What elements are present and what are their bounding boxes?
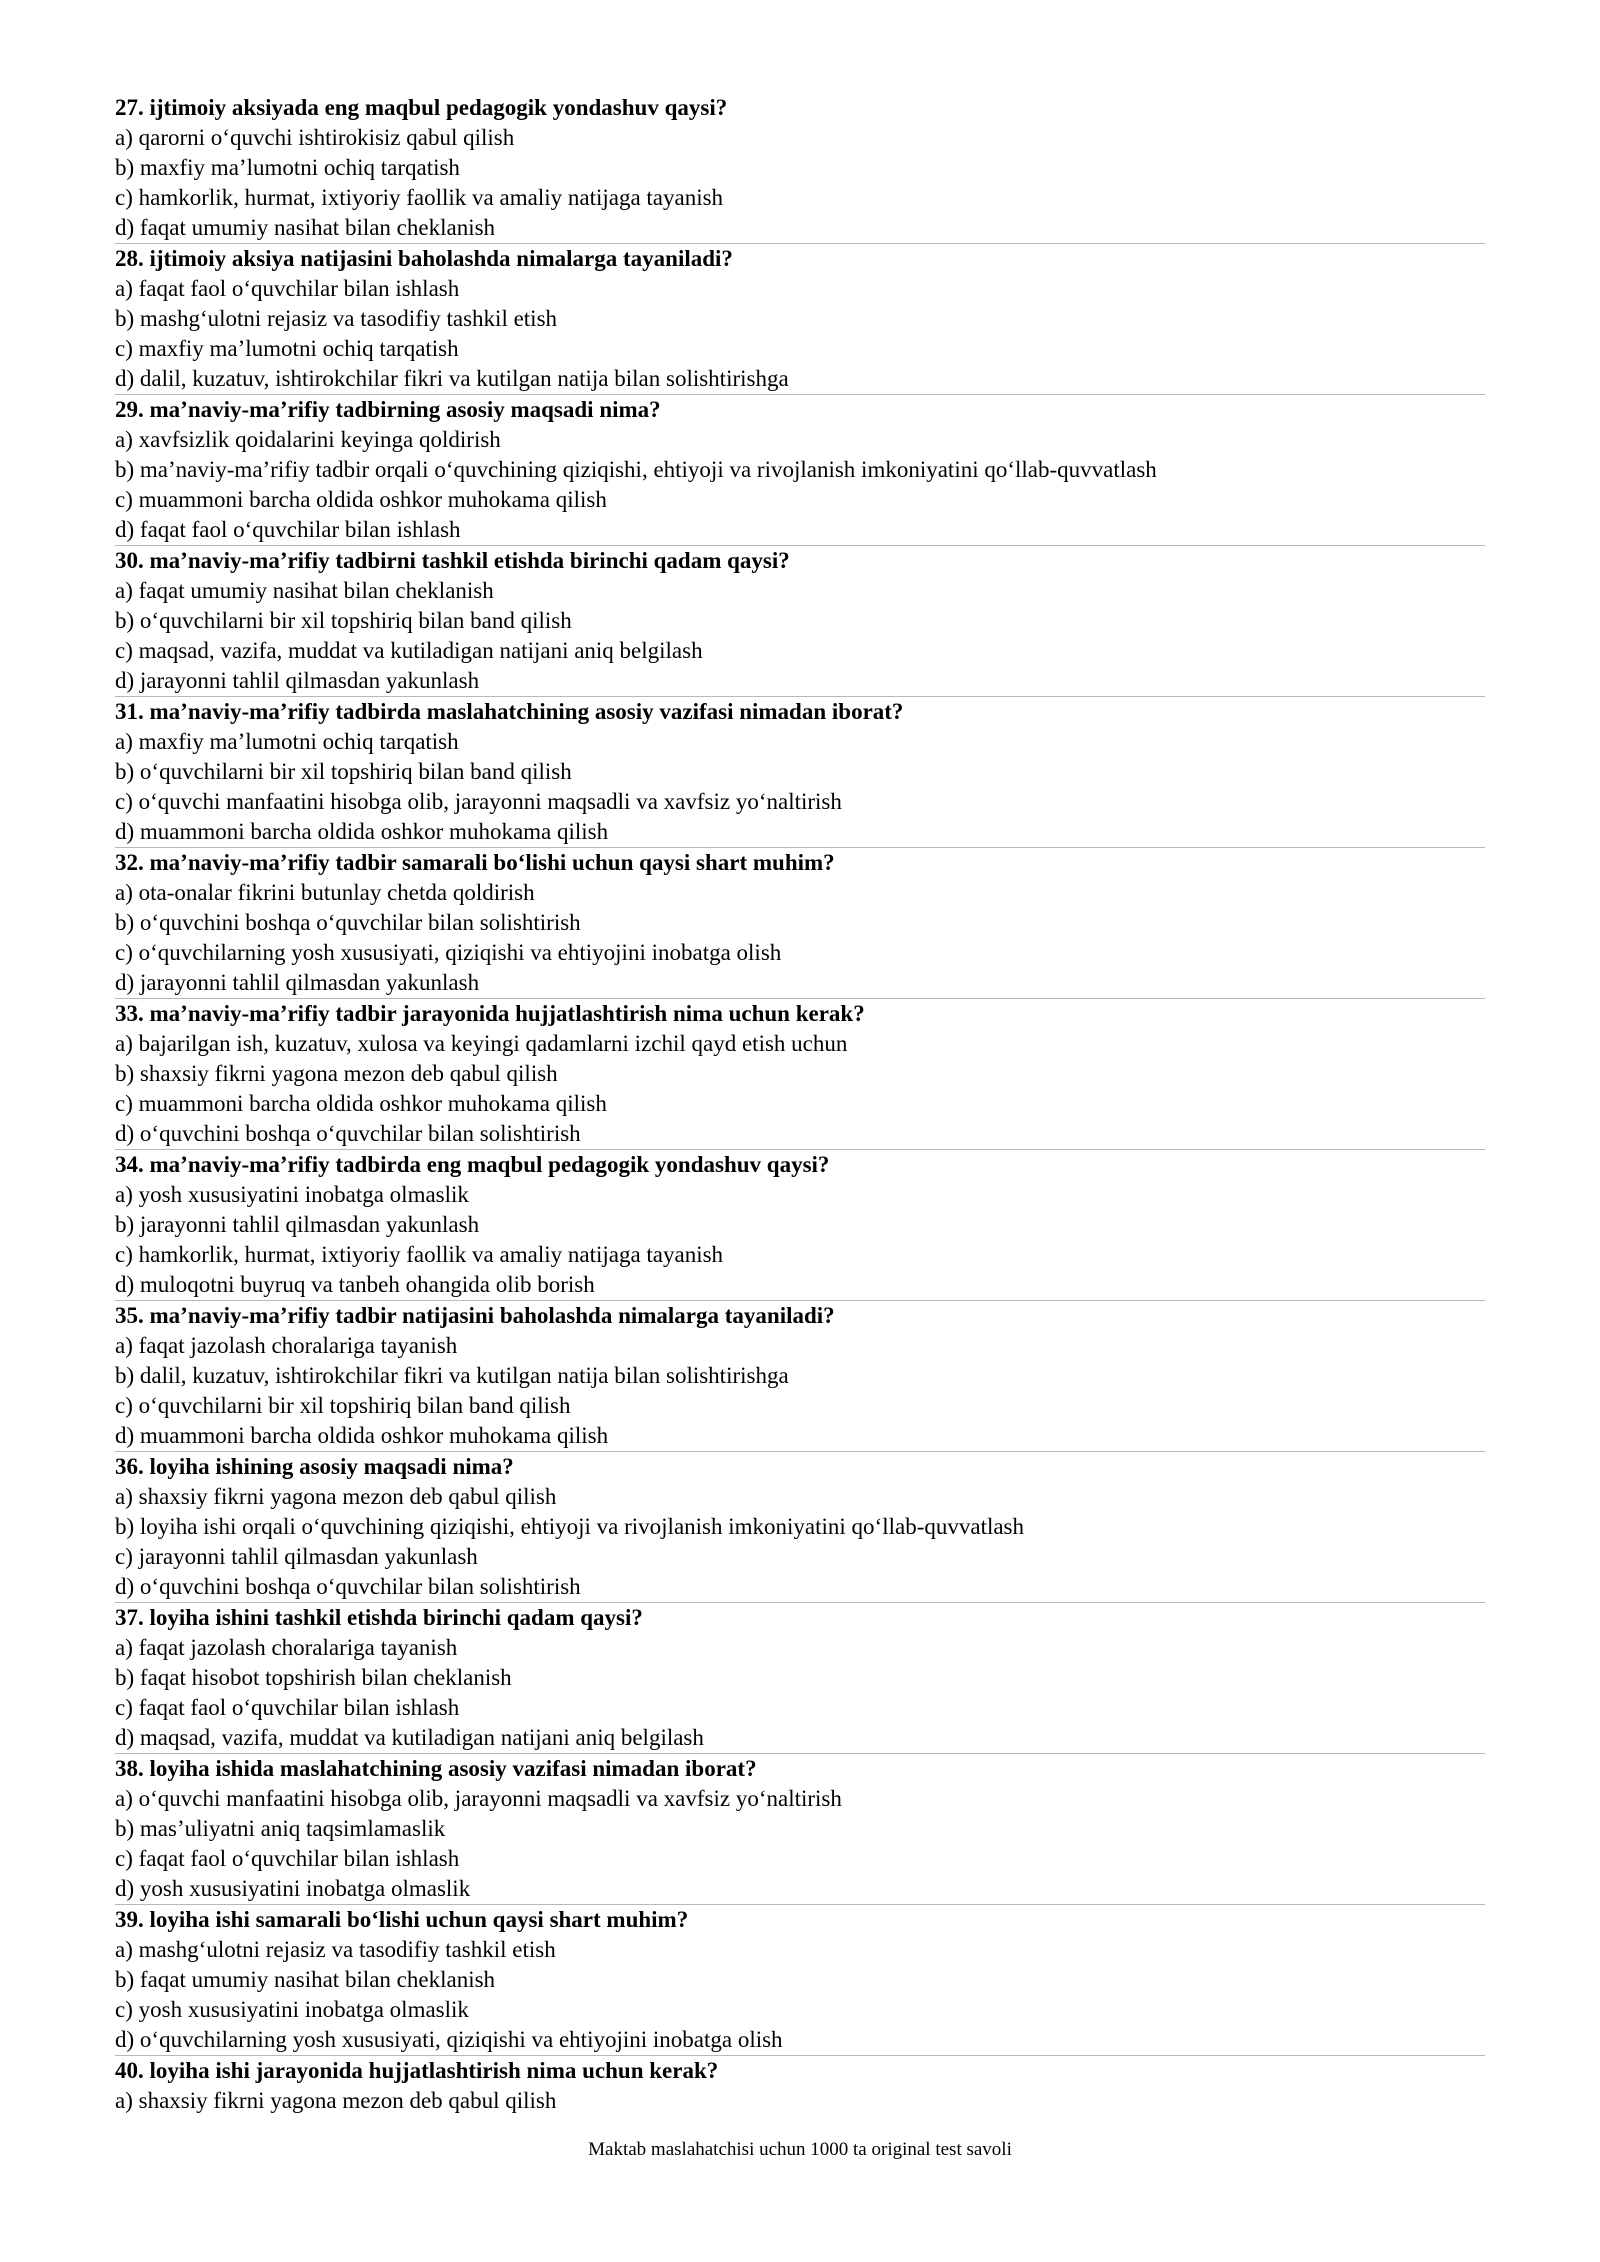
option-c: c) yosh xususiyatini inobatga olmaslik — [115, 1997, 469, 2022]
question-text: 40. loyiha ishi jarayonida hujjatlashtirish nima uchun kerak? — [115, 2058, 719, 2083]
option-a: a) xavfsizlik qoidalarini keyinga qoldirish — [115, 427, 501, 452]
option-b: b) o‘quvchilarni bir xil topshiriq bilan band qilish — [115, 608, 572, 633]
question-block — [115, 1904, 1485, 2055]
question-text: 39. loyiha ishi samarali bo‘lishi uchun qaysi shart muhim? — [115, 1907, 689, 1932]
question-text: 35. ma’naviy-ma’rifiy tadbir natijasini baholashda nimalarga tayaniladi? — [115, 1303, 835, 1328]
question-block — [115, 243, 1485, 394]
question-block — [115, 1753, 1485, 1904]
option-d: d) o‘quvchini boshqa o‘quvchilar bilan solishtirish — [115, 1121, 581, 1146]
option-c: c) faqat faol o‘quvchilar bilan ishlash — [115, 1695, 460, 1720]
question-text: 33. ma’naviy-ma’rifiy tadbir jarayonida hujjatlashtirish nima uchun kerak? — [115, 1001, 865, 1026]
question-text: 30. ma’naviy-ma’rifiy tadbirni tashkil etishda birinchi qadam qaysi? — [115, 548, 790, 573]
option-d: d) o‘quvchini boshqa o‘quvchilar bilan solishtirish — [115, 1574, 581, 1599]
test-page — [115, 92, 1485, 2116]
option-b: b) loyiha ishi orqali o‘quvchining qiziqishi, ehtiyoji va rivojlanish imkoniyatini qo‘llab-quvvatlash — [115, 1514, 1025, 1539]
option-c: c) muammoni barcha oldida oshkor muhokama qilish — [115, 1091, 607, 1116]
option-b: b) shaxsiy fikrni yagona mezon deb qabul qilish — [115, 1061, 558, 1086]
option-b: b) ma’naviy-ma’rifiy tadbir orqali o‘quvchining qiziqishi, ehtiyoji va rivojlanish imkoniyatini qo‘llab-quvvatlash — [115, 457, 1157, 482]
option-a: a) qarorni o‘quvchi ishtirokisiz qabul qilish — [115, 125, 515, 150]
option-b: b) dalil, kuzatuv, ishtirokchilar fikri va kutilgan natija bilan solishtirishga — [115, 1363, 789, 1388]
option-c: c) o‘quvchilarni bir xil topshiriq bilan band qilish — [115, 1393, 571, 1418]
question-block — [115, 847, 1485, 998]
option-c: c) hamkorlik, hurmat, ixtiyoriy faollik va amaliy natijaga tayanish — [115, 185, 724, 210]
option-c: c) jarayonni tahlil qilmasdan yakunlash — [115, 1544, 478, 1569]
question-block — [115, 394, 1485, 545]
option-d: d) maqsad, vazifa, muddat va kutiladigan natijani aniq belgilash — [115, 1725, 704, 1750]
option-d: d) muammoni barcha oldida oshkor muhokama qilish — [115, 819, 609, 844]
option-a: a) faqat faol o‘quvchilar bilan ishlash — [115, 276, 460, 301]
option-a: a) ota-onalar fikrini butunlay chetda qoldirish — [115, 880, 535, 905]
option-b: b) maxfiy ma’lumotni ochiq tarqatish — [115, 155, 460, 180]
option-d: d) faqat faol o‘quvchilar bilan ishlash — [115, 517, 461, 542]
question-text: 28. ijtimoiy aksiya natijasini baholashda nimalarga tayaniladi? — [115, 246, 733, 271]
option-b: b) jarayonni tahlil qilmasdan yakunlash — [115, 1212, 480, 1237]
option-a: a) shaxsiy fikrni yagona mezon deb qabul qilish — [115, 2088, 557, 2113]
option-d: d) yosh xususiyatini inobatga olmaslik — [115, 1876, 471, 1901]
option-c: c) maxfiy ma’lumotni ochiq tarqatish — [115, 336, 459, 361]
question-block — [115, 2055, 1485, 2116]
question-text: 36. loyiha ishining asosiy maqsadi nima? — [115, 1454, 514, 1479]
question-text: 34. ma’naviy-ma’rifiy tadbirda eng maqbul pedagogik yondashuv qaysi? — [115, 1152, 830, 1177]
question-block — [115, 1300, 1485, 1451]
question-text: 29. ma’naviy-ma’rifiy tadbirning asosiy maqsadi nima? — [115, 397, 661, 422]
question-text: 27. ijtimoiy aksiyada eng maqbul pedagogik yondashuv qaysi? — [115, 95, 728, 120]
option-c: c) o‘quvchi manfaatini hisobga olib, jarayonni maqsadli va xavfsiz yo‘naltirish — [115, 789, 842, 814]
option-a: a) faqat jazolash choralariga tayanish — [115, 1635, 458, 1660]
question-block — [115, 92, 1485, 243]
option-a: a) shaxsiy fikrni yagona mezon deb qabul qilish — [115, 1484, 557, 1509]
option-d: d) o‘quvchilarning yosh xususiyati, qiziqishi va ehtiyojini inobatga olish — [115, 2027, 783, 2052]
option-d: d) faqat umumiy nasihat bilan cheklanish — [115, 215, 496, 240]
question-text: 38. loyiha ishida maslahatchining asosiy vazifasi nimadan iborat? — [115, 1756, 757, 1781]
question-text: 37. loyiha ishini tashkil etishda birinchi qadam qaysi? — [115, 1605, 643, 1630]
option-a: a) faqat jazolash choralariga tayanish — [115, 1333, 458, 1358]
question-block — [115, 1602, 1485, 1753]
option-a: a) yosh xususiyatini inobatga olmaslik — [115, 1182, 469, 1207]
option-c: c) maqsad, vazifa, muddat va kutiladigan natijani aniq belgilash — [115, 638, 703, 663]
option-b: b) o‘quvchilarni bir xil topshiriq bilan band qilish — [115, 759, 572, 784]
question-block — [115, 1451, 1485, 1602]
option-b: b) mas’uliyatni aniq taqsimlamaslik — [115, 1816, 446, 1841]
question-text: 31. ma’naviy-ma’rifiy tadbirda maslahatchining asosiy vazifasi nimadan iborat? — [115, 699, 904, 724]
option-d: d) muammoni barcha oldida oshkor muhokama qilish — [115, 1423, 609, 1448]
option-d: d) dalil, kuzatuv, ishtirokchilar fikri va kutilgan natija bilan solishtirishga — [115, 366, 789, 391]
option-d: d) muloqotni buyruq va tanbeh ohangida olib borish — [115, 1272, 595, 1297]
option-b: b) mashg‘ulotni rejasiz va tasodifiy tashkil etish — [115, 306, 558, 331]
option-a: a) bajarilgan ish, kuzatuv, xulosa va keyingi qadamlarni izchil qayd etish uchun — [115, 1031, 848, 1056]
option-a: a) faqat umumiy nasihat bilan cheklanish — [115, 578, 494, 603]
page-footer: Maktab maslahatchisi uchun 1000 ta original test savoli — [588, 2139, 1012, 2160]
option-b: b) o‘quvchini boshqa o‘quvchilar bilan solishtirish — [115, 910, 581, 935]
question-block — [115, 696, 1485, 847]
question-block — [115, 998, 1485, 1149]
option-b: b) faqat hisobot topshirish bilan cheklanish — [115, 1665, 512, 1690]
option-d: d) jarayonni tahlil qilmasdan yakunlash — [115, 970, 480, 995]
option-c: c) o‘quvchilarning yosh xususiyati, qiziqishi va ehtiyojini inobatga olish — [115, 940, 782, 965]
option-c: c) faqat faol o‘quvchilar bilan ishlash — [115, 1846, 460, 1871]
option-c: c) hamkorlik, hurmat, ixtiyoriy faollik va amaliy natijaga tayanish — [115, 1242, 724, 1267]
option-a: a) mashg‘ulotni rejasiz va tasodifiy tashkil etish — [115, 1937, 556, 1962]
question-block — [115, 545, 1485, 696]
question-text: 32. ma’naviy-ma’rifiy tadbir samarali bo‘lishi uchun qaysi shart muhim? — [115, 850, 835, 875]
option-a: a) maxfiy ma’lumotni ochiq tarqatish — [115, 729, 459, 754]
option-b: b) faqat umumiy nasihat bilan cheklanish — [115, 1967, 496, 1992]
option-d: d) jarayonni tahlil qilmasdan yakunlash — [115, 668, 480, 693]
question-block — [115, 1149, 1485, 1300]
option-c: c) muammoni barcha oldida oshkor muhokama qilish — [115, 487, 607, 512]
option-a: a) o‘quvchi manfaatini hisobga olib, jarayonni maqsadli va xavfsiz yo‘naltirish — [115, 1786, 842, 1811]
